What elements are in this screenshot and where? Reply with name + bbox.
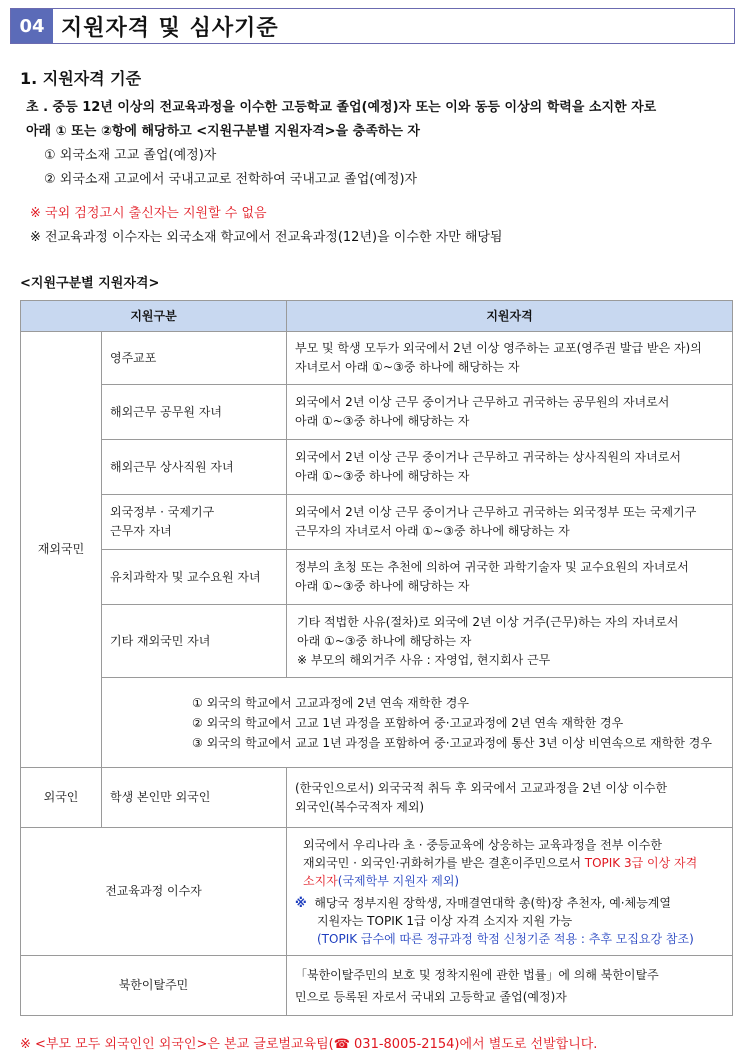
requirement-item-1: ① 외국소재 고교 졸업(예정)자 [44,148,217,163]
fullcourse-note: ※ 전교육과정 이수자는 외국소재 학교에서 전교육과정(12년)을 이수한 자만 해당됨 [30,230,503,245]
section-number: 04 [11,9,53,43]
row-qualification: 외국에서 2년 이상 근무 중이거나 근무하고 귀국하는 공무원의 자녀로서 아래 ①~③중 하나에 해당하는 자 [287,385,733,440]
table-row [21,605,733,678]
row-qualification: 「북한이탈주민의 보호 및 정착지원에 관한 법률」에 의해 북한이탈주 민으로 등록된 자로서 국내외 고등학교 졸업(예정)자 [287,956,733,1016]
qualification-table [20,300,733,1016]
row-qualification: 부모 및 학생 모두가 외국에서 2년 이상 영주하는 교포(영주권 발급 받은 자)의 자녀로서 아래 ①~③중 하나에 해당하는 자 [287,332,733,385]
header-category: 지원구분 [21,301,287,332]
section-title: 지원자격 및 심사기준 [61,15,279,41]
table-row [21,956,733,1016]
row-label: 해외근무 공무원 자녀 [102,385,287,440]
table-row [21,828,733,956]
table-row [21,495,733,550]
group-overseas-korean: 재외국민 [21,332,102,768]
intro-line-2: 아래 ① 또는 ②항에 해당하고 <지원구분별 지원자격>을 충족하는 자 [26,124,420,139]
group-foreigner: 외국인 [21,768,102,828]
row-label: 학생 본인만 외국인 [102,768,287,828]
row-qualification: (한국인으로서) 외국국적 취득 후 외국에서 고교과정을 2년 이상 이수한 외국인(복수국적자 제외) [287,768,733,828]
row-qualification: 외국에서 2년 이상 근무 중이거나 근무하고 귀국하는 외국정부 또는 국제기구 근무자의 자녀로서 아래 ①~③중 하나에 해당하는 자 [287,495,733,550]
table-row [21,440,733,495]
row-label: 영주교포 [102,332,287,385]
row-qualification: 외국에서 2년 이상 근무 중이거나 근무하고 귀국하는 상사직원의 자녀로서 아래 ①~③중 하나에 해당하는 자 [287,440,733,495]
table-row [21,768,733,828]
row-qualification: 기타 적법한 사유(절차)로 외국에 2년 이상 거주(근무)하는 자의 자녀로서 아래 ①~③중 하나에 해당하는 자 ※ 부모의 해외거주 사유 : 자영업, 현지회사 근무 [287,605,733,678]
row-qualification: 정부의 초청 또는 추천에 의하여 귀국한 과학기술자 및 교수요원의 자녀로서 아래 ①~③중 하나에 해당하는 자 [287,550,733,605]
row-label: 기타 재외국민 자녀 [102,605,287,678]
requirement-item-2: ② 외국소재 고교에서 국내고교로 전학하여 국내고교 졸업(예정)자 [44,172,418,187]
row-label: 외국정부 · 국제기구 근무자 자녀 [102,495,287,550]
footer-note: ※ <부모 모두 외국인인 외국인>은 본교 글로벌교육팀(☎ 031-8005-2154)에서 별도로 선발합니다. [20,1037,598,1052]
table-row [21,550,733,605]
subsection-title: 1. 지원자격 기준 [20,69,142,88]
conditions-list: ① 외국의 학교에서 고교과정에 2년 연속 재학한 경우 ② 외국의 학교에서 고교 1년 과정을 포함하여 중·고교과정에 2년 연속 재학한 경우 ③ 외국의 학교에서 교교 1년 과정을 포함하여 중·고교과정에 통산 3년 이상 비연속으로 재학한 경우 [102,678,733,768]
header-qualification: 지원자격 [287,301,733,332]
conditions-row [21,678,733,768]
group-fullcourse: 전교육과정 이수자 [21,828,287,956]
section-header [10,8,735,44]
intro-line-1: 초 . 중등 12년 이상의 전교육과정을 이수한 고등학교 졸업(예정)자 또는 이와 동등 이상의 학력을 소지한 자로 [26,100,657,115]
table-title: <지원구분별 지원자격> [20,276,160,291]
table-header-row [21,301,733,332]
row-label: 해외근무 상사직원 자녀 [102,440,287,495]
table-row [21,332,733,385]
table-row [21,385,733,440]
warning-note: ※ 국외 검정고시 출신자는 지원할 수 없음 [30,206,267,221]
group-defector: 북한이탈주민 [21,956,287,1016]
row-qualification: 외국에서 우리나라 초 · 중등교육에 상응하는 교육과정을 전부 이수한 재외국민 · 외국인·귀화허가를 받은 결혼이주민으로서 TOPIK 3급 이상 자격 소지자(국제학부 지원자 제외) ※ 해당국 정부지원 장학생, 자매결연대학 총(학)장 추천자, 예·체능계열 지원자는 TOPIK 1급 이상 자격 소지자 지원 가능 (TOPIK 급수에 따른 정규과정 학점 신청기준 적용 : 추후 모집요강 참조) [287,828,733,956]
row-label: 유치과학자 및 교수요원 자녀 [102,550,287,605]
